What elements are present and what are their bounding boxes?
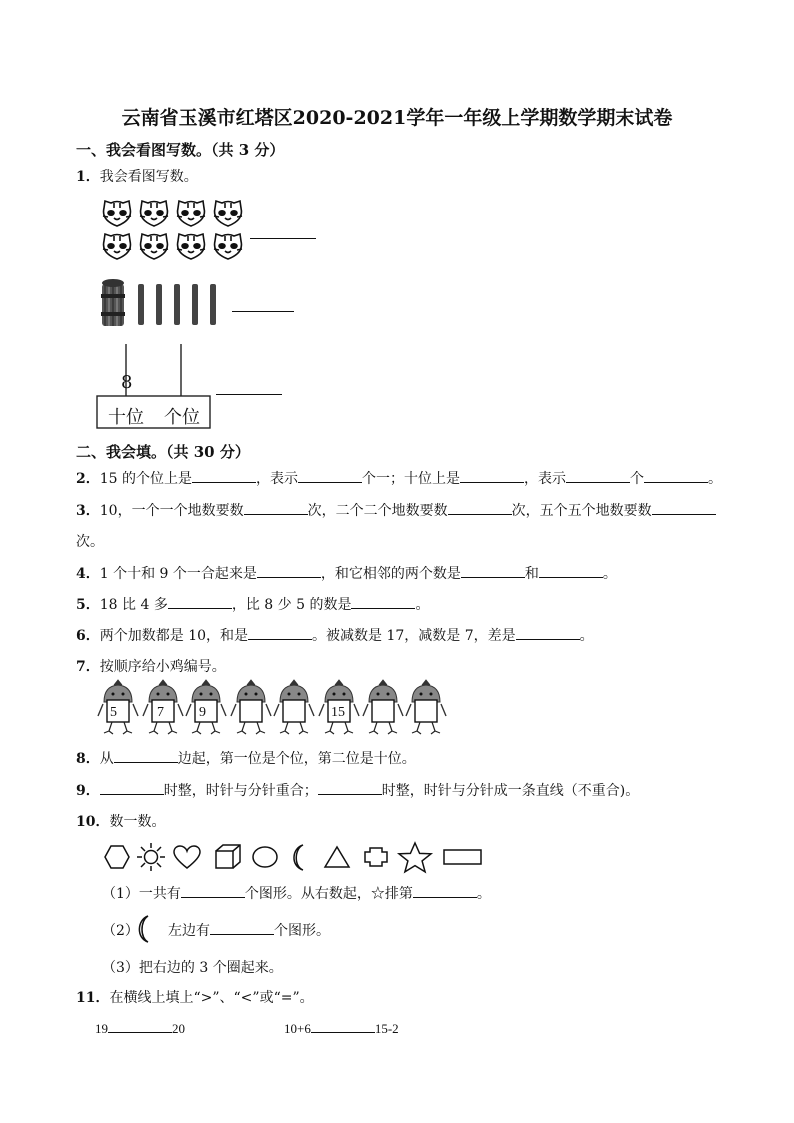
answer-line-tigers[interactable]	[250, 238, 316, 239]
question-10-sub-2-label: （2）	[102, 923, 139, 939]
question-number: 10．	[76, 814, 110, 830]
cross-shape-icon	[365, 848, 387, 866]
hexagon-icon	[105, 846, 129, 868]
answer-blank[interactable]	[461, 564, 525, 578]
answer-blank[interactable]	[114, 749, 178, 763]
tiger-face-icon	[177, 234, 205, 259]
question-number: 6．	[76, 628, 100, 644]
question-number: 3．	[76, 503, 100, 519]
tiger-face-icon	[103, 201, 131, 226]
question-text: 我会看图写数。	[99, 169, 198, 185]
question-8: 8．从 边起，第一位是个位，第二位是十位。	[76, 751, 416, 767]
question-10-sub-2: 左边有 个图形。	[168, 923, 330, 939]
answer-blank[interactable]	[108, 1019, 172, 1033]
stick-icon	[174, 284, 180, 325]
chick-number-1: 5	[110, 705, 117, 720]
chick-number-box	[283, 700, 305, 722]
answer-blank[interactable]	[192, 469, 256, 483]
chicks-picture	[96, 682, 448, 736]
question-number: 2．	[76, 471, 100, 487]
question-number: 1．	[76, 169, 100, 185]
answer-blank[interactable]	[181, 884, 245, 898]
question-3: 3．10，一个一个地数要数 次，二个二个地数要数 次，五个五个地数要数	[76, 500, 716, 520]
stick-icon	[192, 284, 198, 325]
rectangle-icon	[444, 850, 481, 864]
answer-blank[interactable]	[311, 1019, 375, 1033]
tiger-face-icon	[214, 201, 242, 226]
question-10-sub-3: （3）把右边的 3 个圈起来。	[102, 960, 283, 976]
question-number: 4．	[76, 566, 100, 582]
crescent-moon-icon	[134, 914, 154, 944]
answer-blank[interactable]	[210, 921, 274, 935]
answer-blank[interactable]	[516, 626, 580, 640]
chick-icon	[363, 680, 403, 734]
answer-blank[interactable]	[351, 595, 415, 609]
answer-blank[interactable]	[318, 781, 382, 795]
chick-number-6: 15	[331, 705, 345, 720]
answer-line-abacus[interactable]	[216, 394, 282, 395]
tiger-faces-picture	[100, 198, 250, 268]
crescent-moon-icon	[294, 845, 303, 870]
chick-icon	[98, 680, 138, 734]
stick-icon	[210, 284, 216, 325]
answer-blank[interactable]	[566, 469, 630, 483]
tiger-face-icon	[177, 201, 205, 226]
answer-blank[interactable]	[413, 884, 477, 898]
page-title: 云南省玉溪市红塔区2020-2021学年一年级上学期数学期末试卷	[121, 107, 673, 129]
heart-icon	[174, 846, 200, 868]
question-3-continued: 次。	[76, 534, 104, 550]
section-2-heading: 二、我会填。（共 30 分）	[76, 443, 250, 461]
cube-icon	[216, 845, 240, 868]
abacus-tens-label: 十位	[108, 407, 144, 428]
question-11: 11．在横线上填上“>”、“<”或“=”。	[76, 990, 314, 1006]
shapes-row	[100, 842, 490, 872]
chick-number-box	[240, 700, 262, 722]
question-6: 6．两个加数都是 10，和是 。被减数是 17，减数是 7，差是 。	[76, 628, 594, 644]
compare-item-2: 10+6 15-2	[284, 1021, 399, 1036]
question-number: 9．	[76, 783, 100, 799]
question-1	[76, 166, 198, 186]
chick-number-box	[372, 700, 394, 722]
compare-item-1: 19 20	[95, 1021, 185, 1036]
answer-blank[interactable]	[460, 469, 524, 483]
answer-blank[interactable]	[244, 501, 308, 515]
section-1-heading: 一、我会看图写数。（共 3 分）	[76, 141, 285, 159]
tiger-face-icon	[214, 234, 242, 259]
tiger-face-icon	[103, 234, 131, 259]
answer-blank[interactable]	[248, 626, 312, 640]
chick-number-3: 9	[199, 705, 206, 720]
question-number: 7．	[76, 659, 100, 675]
circle-icon	[253, 847, 277, 867]
chick-icon	[186, 680, 226, 734]
answer-blank[interactable]	[448, 501, 512, 515]
sticks-picture	[100, 276, 230, 328]
tiger-face-icon	[140, 234, 168, 259]
question-10: 10．数一数。	[76, 814, 166, 830]
question-number: 11．	[76, 990, 110, 1006]
question-10-sub-1: （1）一共有 个图形。从右数起，☆排第 。	[102, 886, 491, 902]
chick-number-box	[415, 700, 437, 722]
question-number: 8．	[76, 751, 100, 767]
answer-blank[interactable]	[652, 501, 716, 515]
question-2: 2．15 的个位上是 ，表示 个一；十位上是 ，表示 个 。	[76, 471, 723, 487]
answer-line-sticks[interactable]	[232, 311, 294, 312]
stick-icon	[138, 284, 144, 325]
stick-bundle-icon	[101, 279, 125, 326]
question-5: 5．18 比 4 多 ，比 8 少 5 的数是 。	[76, 597, 430, 613]
question-4: 4．1 个十和 9 个一合起来是 ，和它相邻的两个数是 和 。	[76, 566, 617, 582]
tiger-face-icon	[140, 201, 168, 226]
question-number: 5．	[76, 597, 100, 613]
answer-blank[interactable]	[257, 564, 321, 578]
sun-icon	[137, 843, 165, 871]
question-7: 7．按顺序给小鸡编号。	[76, 659, 226, 675]
answer-blank[interactable]	[100, 781, 164, 795]
answer-blank[interactable]	[298, 469, 362, 483]
question-9: 9． 时整，时针与分针重合； 时整，时针与分针成一条直线（不重合)。	[76, 783, 640, 799]
chick-icon	[231, 680, 271, 734]
abacus-ones-label: 个位	[164, 407, 200, 428]
answer-blank[interactable]	[644, 469, 708, 483]
answer-blank[interactable]	[168, 595, 232, 609]
triangle-icon	[325, 847, 349, 867]
star-icon	[399, 843, 431, 872]
stick-icon	[156, 284, 162, 325]
chick-number-2: 7	[157, 705, 164, 720]
abacus-bead-digit: 8	[121, 372, 133, 393]
chick-icon	[406, 680, 446, 734]
answer-blank[interactable]	[539, 564, 603, 578]
chick-icon	[274, 680, 314, 734]
